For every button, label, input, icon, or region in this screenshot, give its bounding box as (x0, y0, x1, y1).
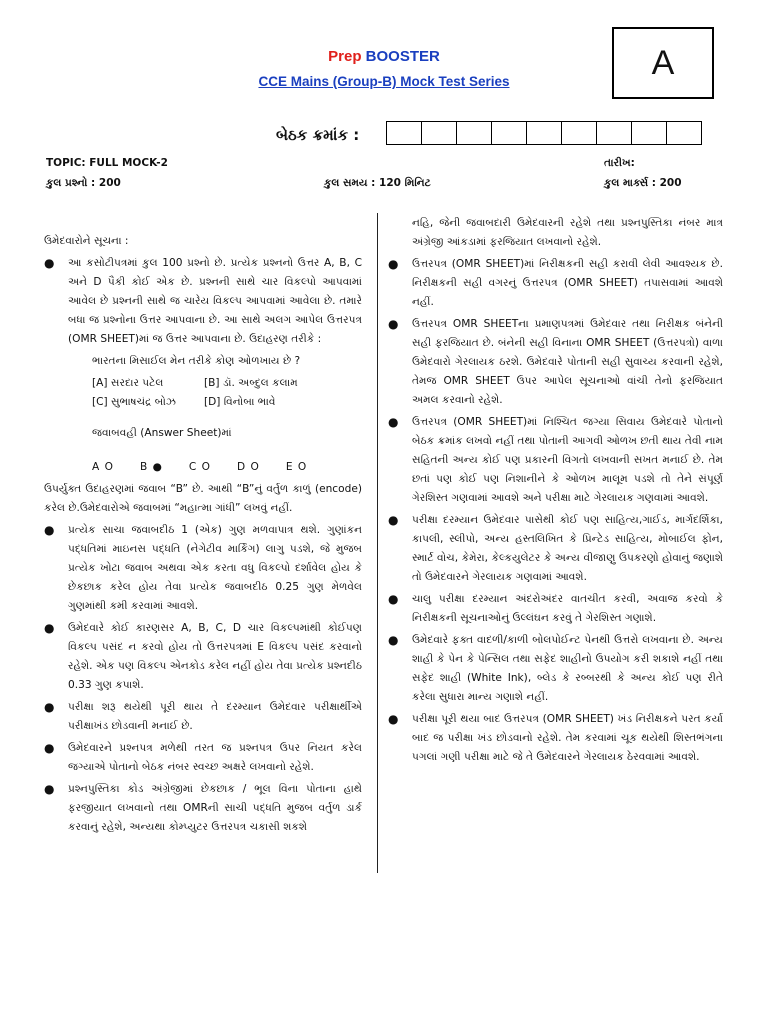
answer-sheet-label: જવાબવહી (Answer Sheet)માં (92, 427, 232, 439)
instruction-item: ● ઉમેદવારે ફક્ત વાદળી/કાળી બોલપોઈન્ટ પેનથી ઉત્તરો લખવાના છે. અન્ય શાહી કે પેન કે પેન્સિલ તથા સફેદ શાહીનો ઉપયોગ કરી શકાશે નહીં તથા સફેદ શાહી (White Ink), બ્લેડ કે રબ્બરથી કે અન્ય કોઈ પણ રીતે કરેલા સુધારા માન્ય ગણાશે નહીં. (388, 633, 723, 703)
bullet-icon: ● (44, 741, 55, 755)
instruction-item: ● ઉત્તરપત્ર (OMR SHEET)માં નિશ્ચિત જગ્યા સિવાય ઉમેદવારે પોતાનો બેઠક ક્રમાંક લખવો નહીં તથા પોતાની આગવી ઓળખ છતી થાય તેવી નામ સહિતની અન્ય કોઈ પણ પ્રકારની વિગતો લખવાની સખત મનાઈ છે. તેમ છતાં પણ કોઈ પણ નિશાનીને કે ઓળખ માલૂમ પડશે તો તેને સંપૂર્ણ ગેરશિસ્ત ગણવામાં આવશે અને પરીક્ષા માટે ગેરલાયક ગણવામાં આવશે. (388, 415, 723, 504)
bullet-icon: ● (44, 256, 55, 270)
seat-number-cell (666, 121, 702, 145)
instruction-item: ● આ કસોટીપત્રમાં કુલ 100 પ્રશ્નો છે. પ્રત્યેક પ્રશ્નનો ઉત્તર A, B, C અને D પૈકી કોઈ એક છે. પ્રશ્નની સાથે ચાર વિકલ્પો આપવામાં આવેલ છે પ્રશ્નની સાથે જ ચારેય વિકલ્પ આપવામાં આવેલા છે. તમારે બધા જ પ્રશ્નોના ઉત્તર આપવાના છે. આ સાથે અલગ આપેલ ઉત્તરપત્ર (OMR SHEET)માં જ ઉત્તર આપવાના છે. ઉદાહરણ તરીકે : (44, 256, 362, 345)
example-options (44, 374, 362, 412)
total-marks: કુલ માર્ક્સ : 200 (604, 177, 682, 189)
seat-number-label: બેઠક ક્રમાંક : (276, 126, 360, 144)
seat-number-cell (526, 121, 562, 145)
seat-number-cell (386, 121, 422, 145)
date-label: તારીખ: (604, 157, 635, 169)
series-title: CCE Mains (Group-B) Mock Test Series (258, 74, 510, 89)
instruction-item: ● પરીક્ષા શરૂ થયેથી પૂરી થાય તે દરમ્યાન ઉમેદવાર પરીક્ષાર્થીએ પરીક્ષાખંડ છોડવાની મનાઈ છે. (44, 700, 362, 732)
answer-bubble: A O (92, 461, 114, 473)
example-question: ભારતના મિસાઈલ મેન તરીકે કોણ ઓળખાય છે ? (92, 355, 301, 367)
bullet-icon: ● (44, 523, 55, 537)
continued-text: નહિ, જેની જવાબદારી ઉમેદવારની રહેશે તથા પ્રશ્નપુસ્તિકા નંબર માત્ર અંગ્રેજી આંકડામાં ફરજિયાત લખવાનો રહેશે. (412, 217, 723, 248)
instruction-item: ● પ્રત્યેક સાચા જવાબદીઠ 1 (એક) ગુણ મળવાપાત્ર થશે. ગુણાંકન પદ્ધતિમાં માઇનસ પદ્ધતિ (નેગેટીવ માર્કિંગ) લાગુ પડશે, જે મુજબ પ્રત્યેક ખોટા જવાબ અથવા એક કરતા વધુ વિકલ્પો દર્શાવેલ હોય કે છેકછાક કરેલ હોય તેવા પ્રત્યેક જવાબદીઠ 0.25 ગુણ મેળવેલ ગુણમાંથી કમી કરવામાં આવશે. (44, 523, 362, 612)
answer-bubble: B ● (139, 461, 163, 473)
bullet-icon: ● (44, 700, 55, 714)
instruction-item: ● ઉત્તરપત્ર OMR SHEETના પ્રમાણપત્રમાં ઉમેદવાર તથા નિરીક્ષક બંનેની સહી ફરજિયાત છે. બંનેની સહી વિનાના OMR SHEET (ઉત્તરપત્રો) વાળા ઉમેદવારો ગેરલાયક ઠરશે. ઉમેદવારે પોતાની સહી સુવાચ્ય કરવાની રહેશે, તેમજ OMR SHEET ઉપર આપેલ સૂચનાઓ વાંચી તેનો ફરજિયાત અમલ કરવાનો રહેશે. (388, 317, 723, 406)
bullet-icon: ● (44, 621, 55, 635)
topic: TOPIC: FULL MOCK-2 (46, 157, 168, 169)
bullet-icon: ● (388, 317, 399, 331)
seat-number-boxes (387, 121, 702, 145)
bullet-icon: ● (388, 257, 399, 271)
instruction-item: ● પરીક્ષા પૂરી થયા બાદ ઉત્તરપત્ર (OMR SHEET) ખંડ નિરીક્ષકને પરત કર્યા બાદ જ પરીક્ષા ખંડ છોડવાનો રહેશે. તેમ કરવામાં ચૂક થયેથી શિસ્તભંગના પગલાં ગણી પરીક્ષા માટે જે તે ઉમેદવારને ગેરલાયક ઠેરવવામાં આવશે. (388, 712, 723, 763)
example-note: ઉપર્યુક્ત ઉદાહરણમાં જવાબ “B” છે. આથી “B”નું વર્તુળ કાળું (encode) કરેલ છે.ઉમેદવારોએ જવાબમાં “મહાત્મા ગાંધી” લખવું નહીં. (44, 483, 362, 514)
option-c: [C] સુભાષચંદ્ર બોઝ (92, 396, 176, 408)
seat-number-cell (631, 121, 667, 145)
instruction-item: ● ઉત્તરપત્ર (OMR SHEET)માં નિરીક્ષકની સહી કરાવી લેવી આવશ્યક છે. નિરીક્ષકની સહી વગરનું ઉત્તરપત્ર (OMR SHEET) તપાસવામાં આવશે નહીં. (388, 257, 723, 308)
brand-booster: BOOSTER (365, 48, 440, 65)
brand-prep: Prep (328, 48, 362, 65)
instruction-item: ● પ્રશ્નપુસ્તિકા કોડ અંગ્રેજીમાં છેકછાક / ભૂલ વિના પોતાના હાથે ફરજીયાત લખવાનો તથા OMRની સાચી પદ્ધતિ મુજબ વર્તુળ ડાર્ક કરવાનું રહેશે, અન્યથા કોમ્પ્યુટર ઉત્તરપત્ર ચકાસી શકશે (44, 782, 362, 833)
bullet-icon: ● (44, 782, 55, 796)
total-questions: કુલ પ્રશ્નો : 200 (46, 177, 121, 189)
question-set-box (612, 27, 714, 99)
answer-bubble: D O (236, 461, 260, 473)
bullet-icon: ● (388, 633, 399, 647)
question-set-label: A (651, 43, 675, 82)
seat-number-cell (421, 121, 457, 145)
bullet-icon: ● (388, 712, 399, 726)
seat-number-cell (561, 121, 597, 145)
total-time: કુલ સમય : 120 મિનિટ (324, 177, 431, 189)
bullet-icon: ● (388, 592, 399, 606)
instructions-heading: ઉમેદવારોને સૂચના : (44, 235, 129, 247)
answer-bubble: E O (285, 461, 308, 473)
instruction-item: ● પરીક્ષા દરમ્યાન ઉમેદવાર પાસેથી કોઈ પણ સાહિત્ય,ગાઈડ, માર્ગદર્શિકા, કાપલી, સ્લીપો, અન્ય હસ્તલિખિત કે પ્રિન્ટેડ સાહિત્ય, મોબાઈલ ફોન, સ્માર્ટ વોચ, કેમેરા, કેલ્કયુલેટર કે અન્ય વીજાણુ ઉપકરણો હોવાનું જણાશે તો ઉમેદવારને ગેરલાયક ગણવામાં આવશે. (388, 513, 723, 583)
answer-bubbles (44, 458, 362, 477)
option-a: [A] સરદાર પટેલ (92, 377, 164, 389)
seat-number-cell (491, 121, 527, 145)
instruction-item: ● ચાલુ પરીક્ષા દરમ્યાન અંદરોઅંદર વાતચીત કરવી, અવાજ કરવો કે નિરીક્ષકની સૂચનાઓનું ઉલ્લંઘન કરવું તે ગેરશિસ્ત ગણાશે. (388, 592, 723, 624)
instructions-right-column (388, 214, 723, 770)
column-divider (377, 213, 378, 873)
seat-number-cell (456, 121, 492, 145)
instruction-item: ● ઉમેદવારે કોઈ કારણસર A, B, C, D ચાર વિકલ્પમાંથી કોઈપણ વિકલ્પ પસંદ ન કરવો હોય તો ઉત્તરપત્રમાં E વિકલ્પ પસંદ કરવાનો રહેશે. એક પણ વિકલ્પ એનકોડ કરેલ નહીં હોય તેવા પ્રત્યેક પ્રશ્નદીઠ 0.33 ગુણ કપાશે. (44, 621, 362, 691)
bullet-icon: ● (388, 513, 399, 527)
bullet-icon: ● (388, 415, 399, 429)
option-b: [B] ડૉ. અબ્દુલ કલામ (204, 377, 298, 389)
instructions-left-column (44, 232, 362, 840)
seat-number-cell (596, 121, 632, 145)
answer-bubble: C O (188, 461, 211, 473)
instruction-item: ● ઉમેદવારને પ્રશ્નપત્ર મળેથી તરત જ પ્રશ્નપત્ર ઉપર નિયત કરેલ જગ્યાએ પોતાનો બેઠક નંબર સ્વચ્છ અક્ષરે લખવાનો રહેશે. (44, 741, 362, 773)
option-d: [D] વિનોબા ભાવે (204, 396, 276, 408)
